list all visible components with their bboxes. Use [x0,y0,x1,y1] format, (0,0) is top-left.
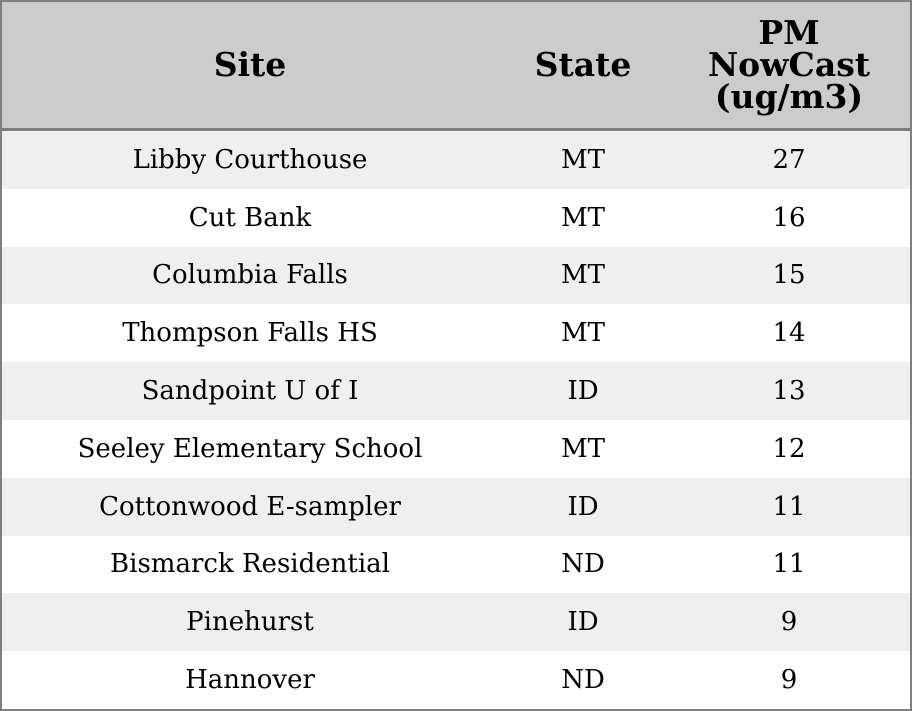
table-row [2,131,910,189]
state-cell: ID [567,491,599,522]
site-cell: Thompson Falls HS [122,318,378,349]
pm-value-cell: 11 [772,491,806,522]
state-cell: MT [561,144,605,175]
pm-value-cell: 9 [780,607,798,638]
site-cell: Cut Bank [188,202,312,233]
site-cell: Sandpoint U of I [141,376,359,407]
table-row [2,478,910,536]
table-row [2,651,910,709]
state-cell: MT [561,260,605,291]
site-cell: Libby Courthouse [132,144,368,175]
site-cell: Bismarck Residential [110,549,390,580]
state-cell: MT [561,202,605,233]
pm-value-cell: 12 [772,433,806,464]
state-cell: ND [561,665,605,696]
pm-value-cell: 27 [772,144,806,175]
pm-value-cell: 13 [772,376,806,407]
state-cell: ND [561,549,605,580]
table-row [2,536,910,594]
state-cell: ID [567,376,599,407]
state-cell: MT [561,318,605,349]
pm-value-cell: 9 [780,665,798,696]
column-header-pm-nowcast: PM NowCast (ug/m3) [707,13,871,116]
table-row [2,189,910,247]
site-cell: Columbia Falls [152,260,348,291]
column-header-state: State [534,45,632,84]
state-cell: MT [561,433,605,464]
table-row [2,362,910,420]
site-cell: Seeley Elementary School [77,433,423,464]
site-cell: Cottonwood E-sampler [99,491,401,522]
column-header-site: Site [213,45,287,84]
pm-value-cell: 11 [772,549,806,580]
pm-value-cell: 15 [772,260,806,291]
table-body [2,131,910,709]
table-row [2,304,910,362]
pm-value-cell: 16 [772,202,806,233]
table-row [2,593,910,651]
table-row [2,420,910,478]
state-cell: ID [567,607,599,638]
table-row [2,247,910,305]
site-cell: Hannover [185,665,315,696]
site-cell: Pinehurst [186,607,314,638]
table-header [2,2,910,131]
pm-value-cell: 14 [772,318,806,349]
